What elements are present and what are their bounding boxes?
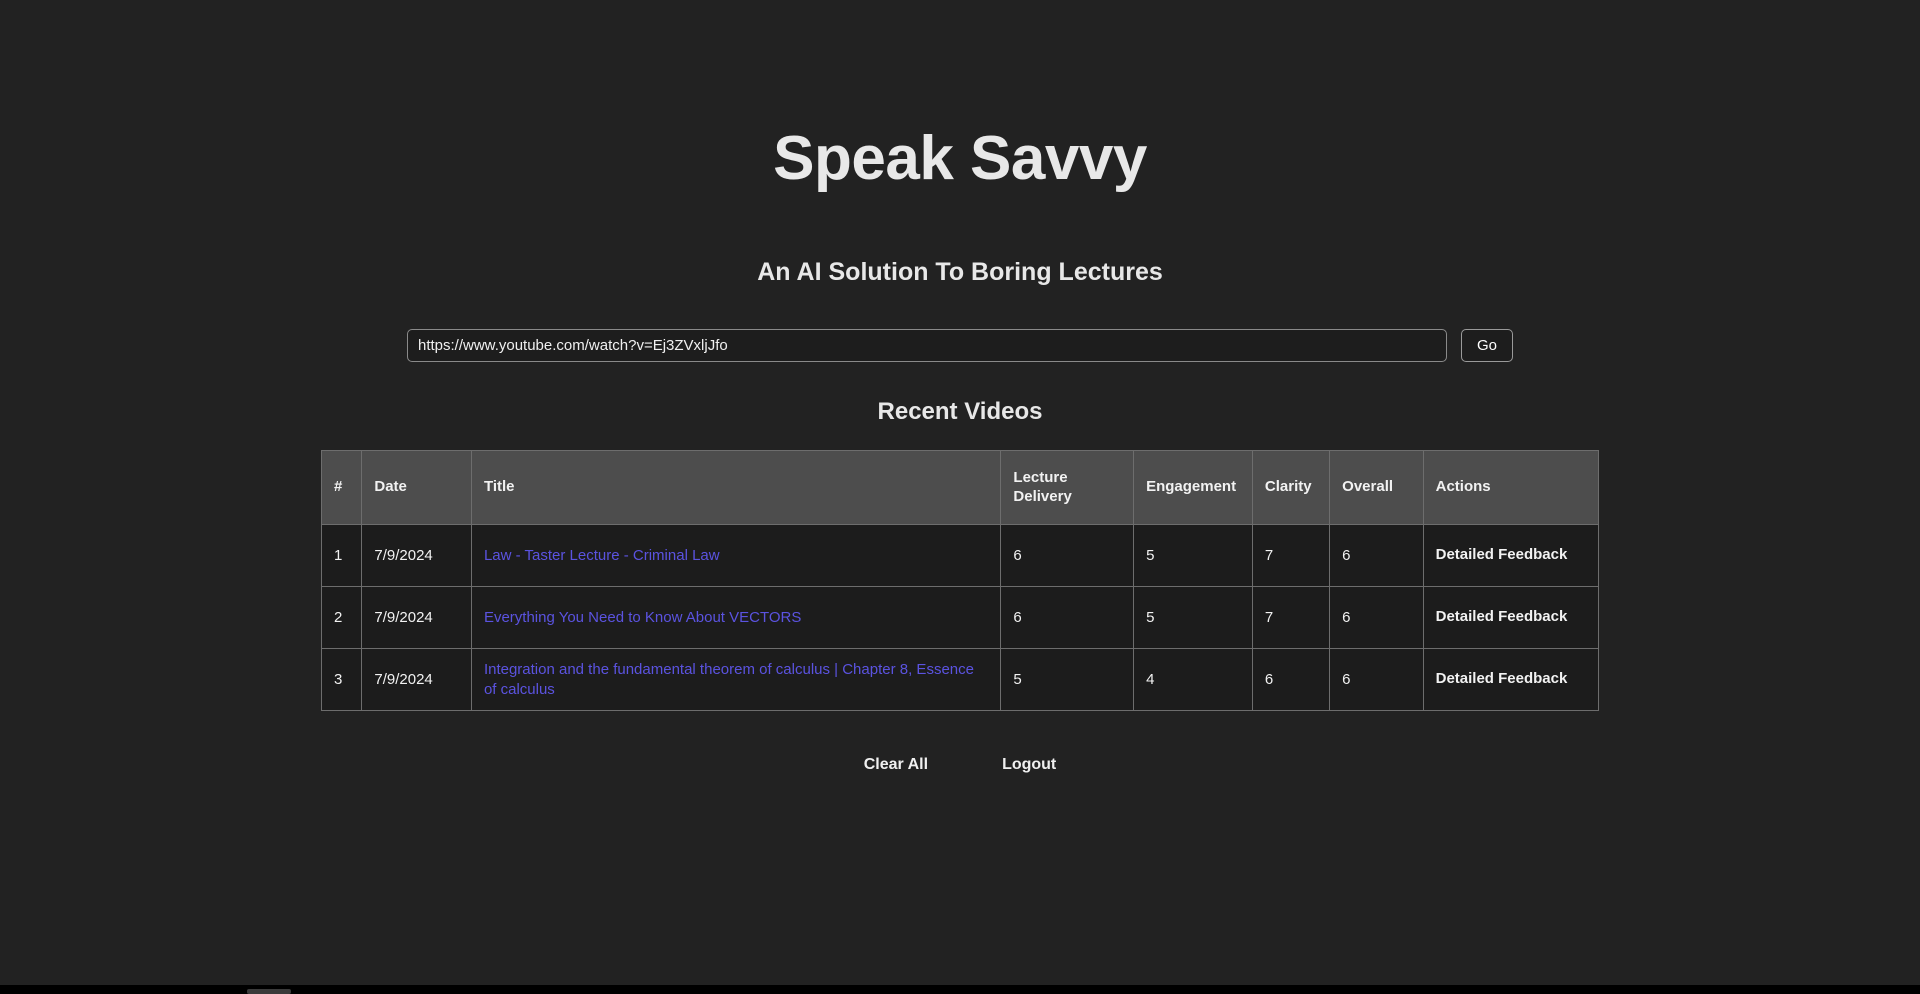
cell-clarity: 7 [1252,587,1329,649]
page-subtitle: An AI Solution To Boring Lectures [757,258,1163,286]
cell-date: 7/9/2024 [362,587,472,649]
table-row [322,525,1599,587]
table-row [322,649,1599,711]
recent-videos-heading: Recent Videos [877,398,1043,425]
cell-clarity: 7 [1252,525,1329,587]
cell-title [471,587,1000,649]
video-title-link[interactable]: Integration and the fundamental theorem of calculus | Chapter 8, Essence of calculus [483,661,974,698]
video-title-link[interactable]: Everything You Need to Know About VECTORS [483,608,802,626]
logout-button[interactable]: Logout [996,755,1062,775]
column-header-number: # [322,451,362,525]
footer-actions [858,711,1063,775]
column-header-clarity: Clarity [1252,451,1329,525]
recent-videos-table [321,450,1599,711]
cell-title [471,649,1000,711]
cell-engagement: 5 [1134,587,1253,649]
table-row [322,587,1599,649]
cell-overall: 6 [1330,587,1423,649]
detailed-feedback-button[interactable]: Detailed Feedback [1423,525,1598,587]
cell-delivery: 6 [1001,525,1134,587]
cell-engagement: 5 [1134,525,1253,587]
clear-all-button[interactable]: Clear All [858,755,934,775]
cell-date: 7/9/2024 [362,525,472,587]
video-title-link[interactable]: Law - Taster Lecture - Criminal Law [483,546,720,564]
taskbar-indicator [247,989,291,994]
youtube-url-input[interactable] [407,329,1447,362]
column-header-engagement: Engagement [1134,451,1253,525]
cell-title [471,525,1000,587]
column-header-date: Date [362,451,472,525]
cell-delivery: 6 [1001,587,1134,649]
cell-number: 1 [322,525,362,587]
cell-delivery: 5 [1001,649,1134,711]
cell-clarity: 6 [1252,649,1329,711]
page-title: Speak Savvy [773,124,1147,193]
column-header-delivery: Lecture Delivery [1001,451,1134,525]
detailed-feedback-button[interactable]: Detailed Feedback [1423,587,1598,649]
table-header-row [322,451,1599,525]
url-form [407,285,1513,362]
cell-overall: 6 [1330,525,1423,587]
cell-number: 2 [322,587,362,649]
column-header-overall: Overall [1330,451,1423,525]
cell-engagement: 4 [1134,649,1253,711]
bottom-bar [0,985,1920,994]
table-header [322,451,1599,525]
column-header-title: Title [471,451,1000,525]
column-header-actions: Actions [1423,451,1598,525]
go-button[interactable]: Go [1461,329,1513,362]
detailed-feedback-button[interactable]: Detailed Feedback [1423,649,1598,711]
table-body [322,525,1599,711]
cell-number: 3 [322,649,362,711]
recent-videos-table-wrapper [321,424,1599,711]
cell-overall: 6 [1330,649,1423,711]
cell-date: 7/9/2024 [362,649,472,711]
